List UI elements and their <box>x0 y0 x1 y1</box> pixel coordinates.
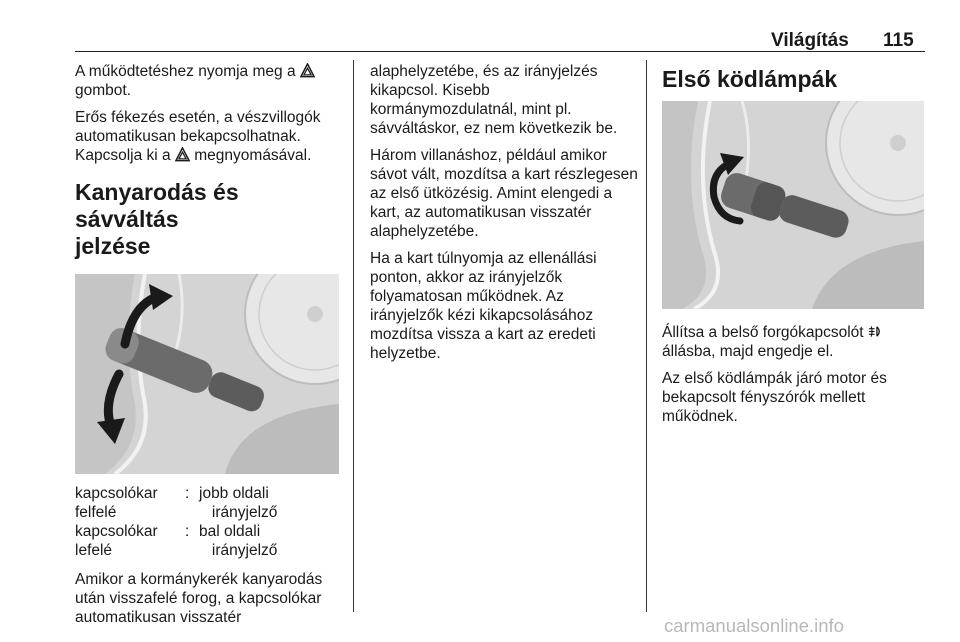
paragraph-hazard-braking: Erős fékezés esetén, a vészvillogók automatikusan bekapcsolhatnak. Kapcsolja ki a megnyomásával. <box>75 109 321 164</box>
column-1 <box>75 62 343 635</box>
paragraph-continuous-signal: Ha a kart túlnyomja az ellenállási ponton, akkor az irányjelzők folyamatosan működnek. Az irányjelzők kézi kikapcsolásához mozdítsa vissza a kart az eredeti helyzetbe. <box>370 250 597 362</box>
paragraph-reset-signal: alaphelyzetébe, és az irányjelzés kikapcsol. Kisebb kormánymozdulatnál, mint pl. sávváltáskor, ez nem következik be. <box>370 63 618 137</box>
watermark: carmanualsonline.info <box>664 615 844 636</box>
paragraph-hazard-operate: A működtetéshez nyomja meg a gombot. <box>75 62 343 100</box>
front-fog-lamp-icon <box>868 324 883 339</box>
turn-signal-lever-illustration <box>75 274 339 474</box>
definition-row <box>75 522 343 560</box>
column-3 <box>662 62 928 434</box>
page-number: 115 <box>883 30 914 51</box>
paragraph-three-flashes: Három villanáshoz, például amikor sávot vált, mozdítsa a kart részlegesen az első ütközésig. Amint elengedi a kart, az automatikusan visszatér alaphelyzetébe. <box>370 147 638 240</box>
fog-lamp-switch-illustration <box>662 101 924 309</box>
header-title: Világítás <box>771 30 849 51</box>
paragraph-fog-switch: Állítsa a belső forgókapcsolót állásba, majd engedje el. <box>662 323 928 361</box>
definition-row <box>75 484 343 522</box>
definition-colon: : <box>185 523 190 540</box>
column-2 <box>370 62 638 371</box>
definition-term: kapcsolókar felfelé <box>75 485 158 521</box>
paragraph-fog-conditions: Az első ködlámpák járó motor és bekapcsolt fényszórók mellett működnek. <box>662 370 887 425</box>
hazard-warning-triangle-icon <box>175 147 190 162</box>
hazard-warning-triangle-icon <box>300 63 315 78</box>
paragraph-auto-return: Amikor a kormánykerék kanyarodás után visszafelé forog, a kapcsolókar automatikusan visszatér <box>75 571 323 626</box>
column-divider-2 <box>646 60 647 612</box>
header-rule <box>75 51 925 52</box>
turn-signal-definition-table <box>75 484 343 560</box>
definition-term: kapcsolókar lefelé <box>75 523 158 559</box>
definition-colon: : <box>185 485 190 502</box>
section-heading-front-fog-lamps: Első ködlámpák <box>662 66 838 92</box>
section-heading-turn-signals: Kanyarodás és sávváltás jelzése <box>75 179 239 259</box>
column-divider-1 <box>353 60 354 612</box>
definition-description: jobb oldali irányjelző <box>199 485 278 521</box>
definition-description: bal oldali irányjelző <box>199 523 278 559</box>
